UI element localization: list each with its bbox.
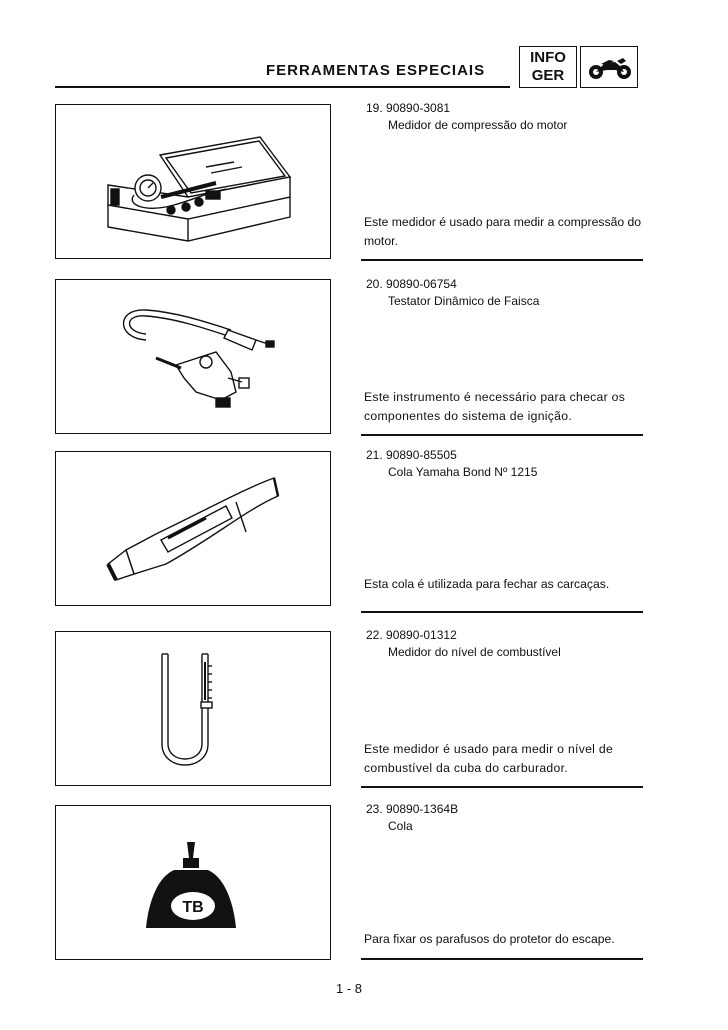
tool-23-description: Para fixar os parafusos do protetor do escape. [364,932,615,946]
thread-lock-bottle-icon [56,806,332,961]
page-number: 1 - 8 [336,981,363,996]
tool-19-description: Este medidor é usado para medir a compressão do motor. [364,215,642,248]
tool-22-description: Este medidor é usado para medir o nível de combustível da cuba do carburador. [364,742,614,775]
tool-20-heading [366,276,666,310]
tool-22-rule [361,786,643,788]
spark-tester-icon [56,280,332,435]
tool-19-rule [361,259,643,261]
tool-21-name: Cola Yamaha Bond Nº 1215 [388,465,538,479]
tool-20-part-number: 20. 90890-06754 [366,277,457,291]
tool-22-illustration-frame [55,631,331,786]
section-badge [519,46,577,88]
tool-21-illustration-frame [55,451,331,606]
tool-21-rule [361,611,643,613]
tool-20-rule [361,434,643,436]
bottle-label: TB [182,899,204,916]
section-badge-line2: GER [531,67,565,84]
tool-22-heading [366,627,666,661]
tool-23-name: Cola [388,819,413,833]
sealant-tube-icon [56,452,332,607]
tool-21-part-number: 21. 90890-85505 [366,448,457,462]
section-badge-line1: INFO [530,49,566,66]
tool-19-illustration-frame [55,104,331,259]
tool-23-rule [361,958,643,960]
tool-19-part-number: 19. 90890-3081 [366,101,451,115]
page-title: FERRAMENTAS ESPECIAIS [266,62,486,79]
tool-19-name: Medidor de compressão do motor [388,118,568,132]
tool-23-heading [366,801,666,835]
tool-23-illustration-frame [55,805,331,960]
tool-20-description: Este instrumento é necessário para checar os componentes do sistema de ignição. [364,390,626,423]
tool-20-illustration-frame [55,279,331,434]
tool-21-heading [366,447,666,481]
tool-20-name: Testator Dinâmico de Faisca [388,294,540,308]
tool-19-heading [366,100,666,134]
tool-21-description: Esta cola é utilizada para fechar as carcaças. [364,577,610,591]
compression-gauge-kit-icon [56,105,332,260]
motorcycle-icon [587,55,633,81]
motorcycle-badge [580,46,638,88]
tool-22-name: Medidor do nível de combustível [388,645,561,659]
tool-23-part-number: 23. 90890-1364B [366,802,459,816]
fuel-level-gauge-icon [56,632,332,787]
header-rule [55,86,510,88]
tool-22-part-number: 22. 90890-01312 [366,628,457,642]
